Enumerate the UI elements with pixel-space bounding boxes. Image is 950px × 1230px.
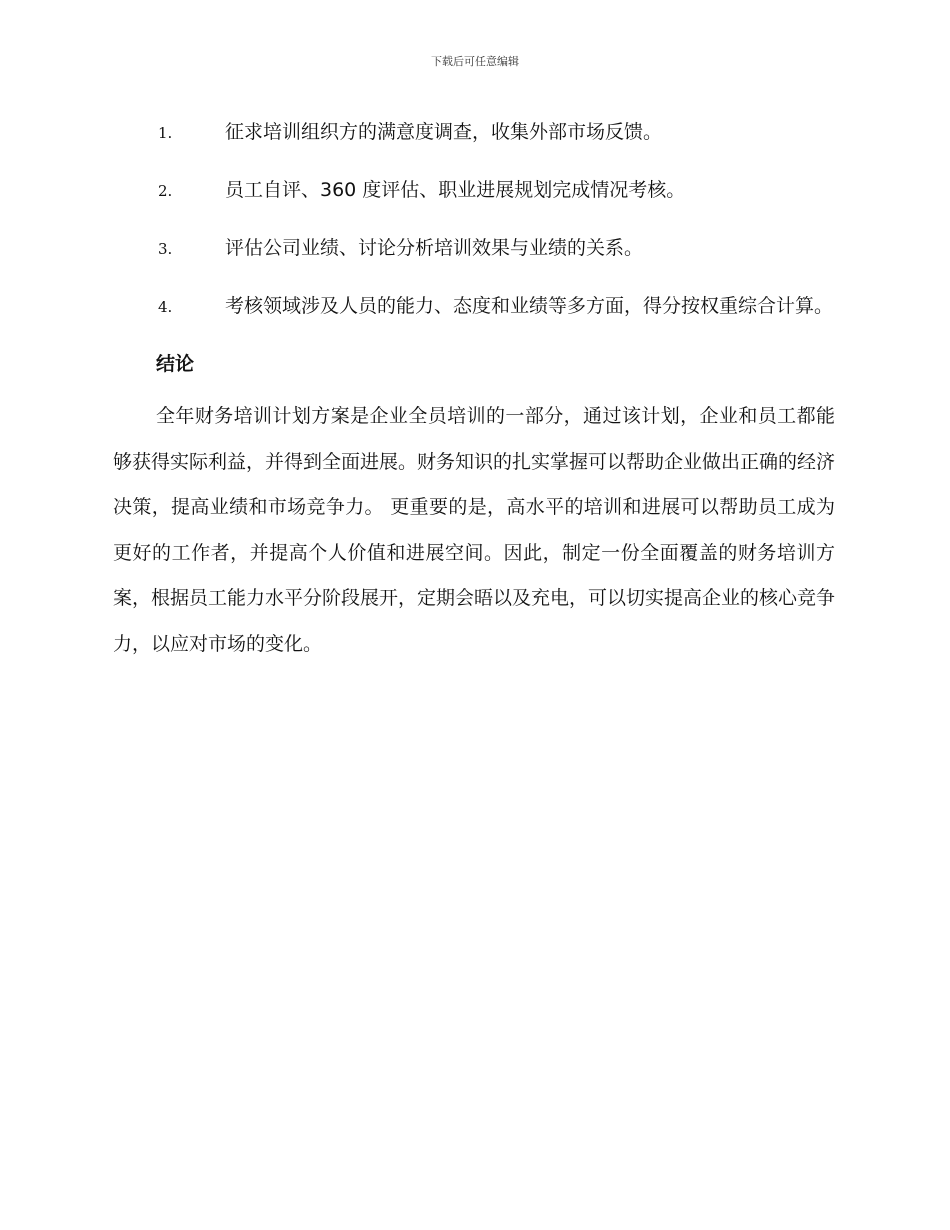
page-header: 下载后可任意编辑 bbox=[431, 55, 519, 68]
list-item-text: 评估公司业绩、讨论分析培训效果与业绩的关系。 bbox=[225, 237, 644, 259]
list-item bbox=[113, 284, 835, 329]
list-item-number: 1. bbox=[158, 124, 173, 142]
evaluation-list bbox=[113, 110, 835, 329]
list-item-text: 员工自评、360 度评估、职业进展规划完成情况考核。 bbox=[225, 179, 686, 201]
section-heading: 结论 bbox=[156, 353, 195, 375]
list-item-number: 4. bbox=[158, 298, 173, 316]
list-item-text: 征求培训组织方的满意度调查，收集外部市场反馈。 bbox=[225, 121, 663, 143]
list-item-number: 2. bbox=[158, 182, 173, 200]
list-item bbox=[113, 226, 835, 271]
list-item-number: 3. bbox=[158, 240, 173, 258]
document-body bbox=[113, 110, 835, 667]
list-item bbox=[113, 168, 835, 213]
list-item-text: 考核领域涉及人员的能力、态度和业绩等多方面，得分按权重综合计算。 bbox=[225, 295, 834, 317]
list-item bbox=[113, 110, 835, 155]
conclusion-paragraph: 全年财务培训计划方案是企业全员培训的一部分，通过该计划，企业和员工都能够获得实际利益，并得到全面进展。财务知识的扎实掌握可以帮助企业做出正确的经济决策，提高业绩和市场竞争力。 更重要的是，高水平的培训和进展可以帮助员工成为更好的工作者，并提高个人价值和进展空间。因此，制定一份全面覆盖的财务培训方案，根据员工能力水平分阶段展开，定期会晤以及充电，可以切实提高企业的核心竞争力，以应对市场的变化。 bbox=[113, 405, 836, 655]
